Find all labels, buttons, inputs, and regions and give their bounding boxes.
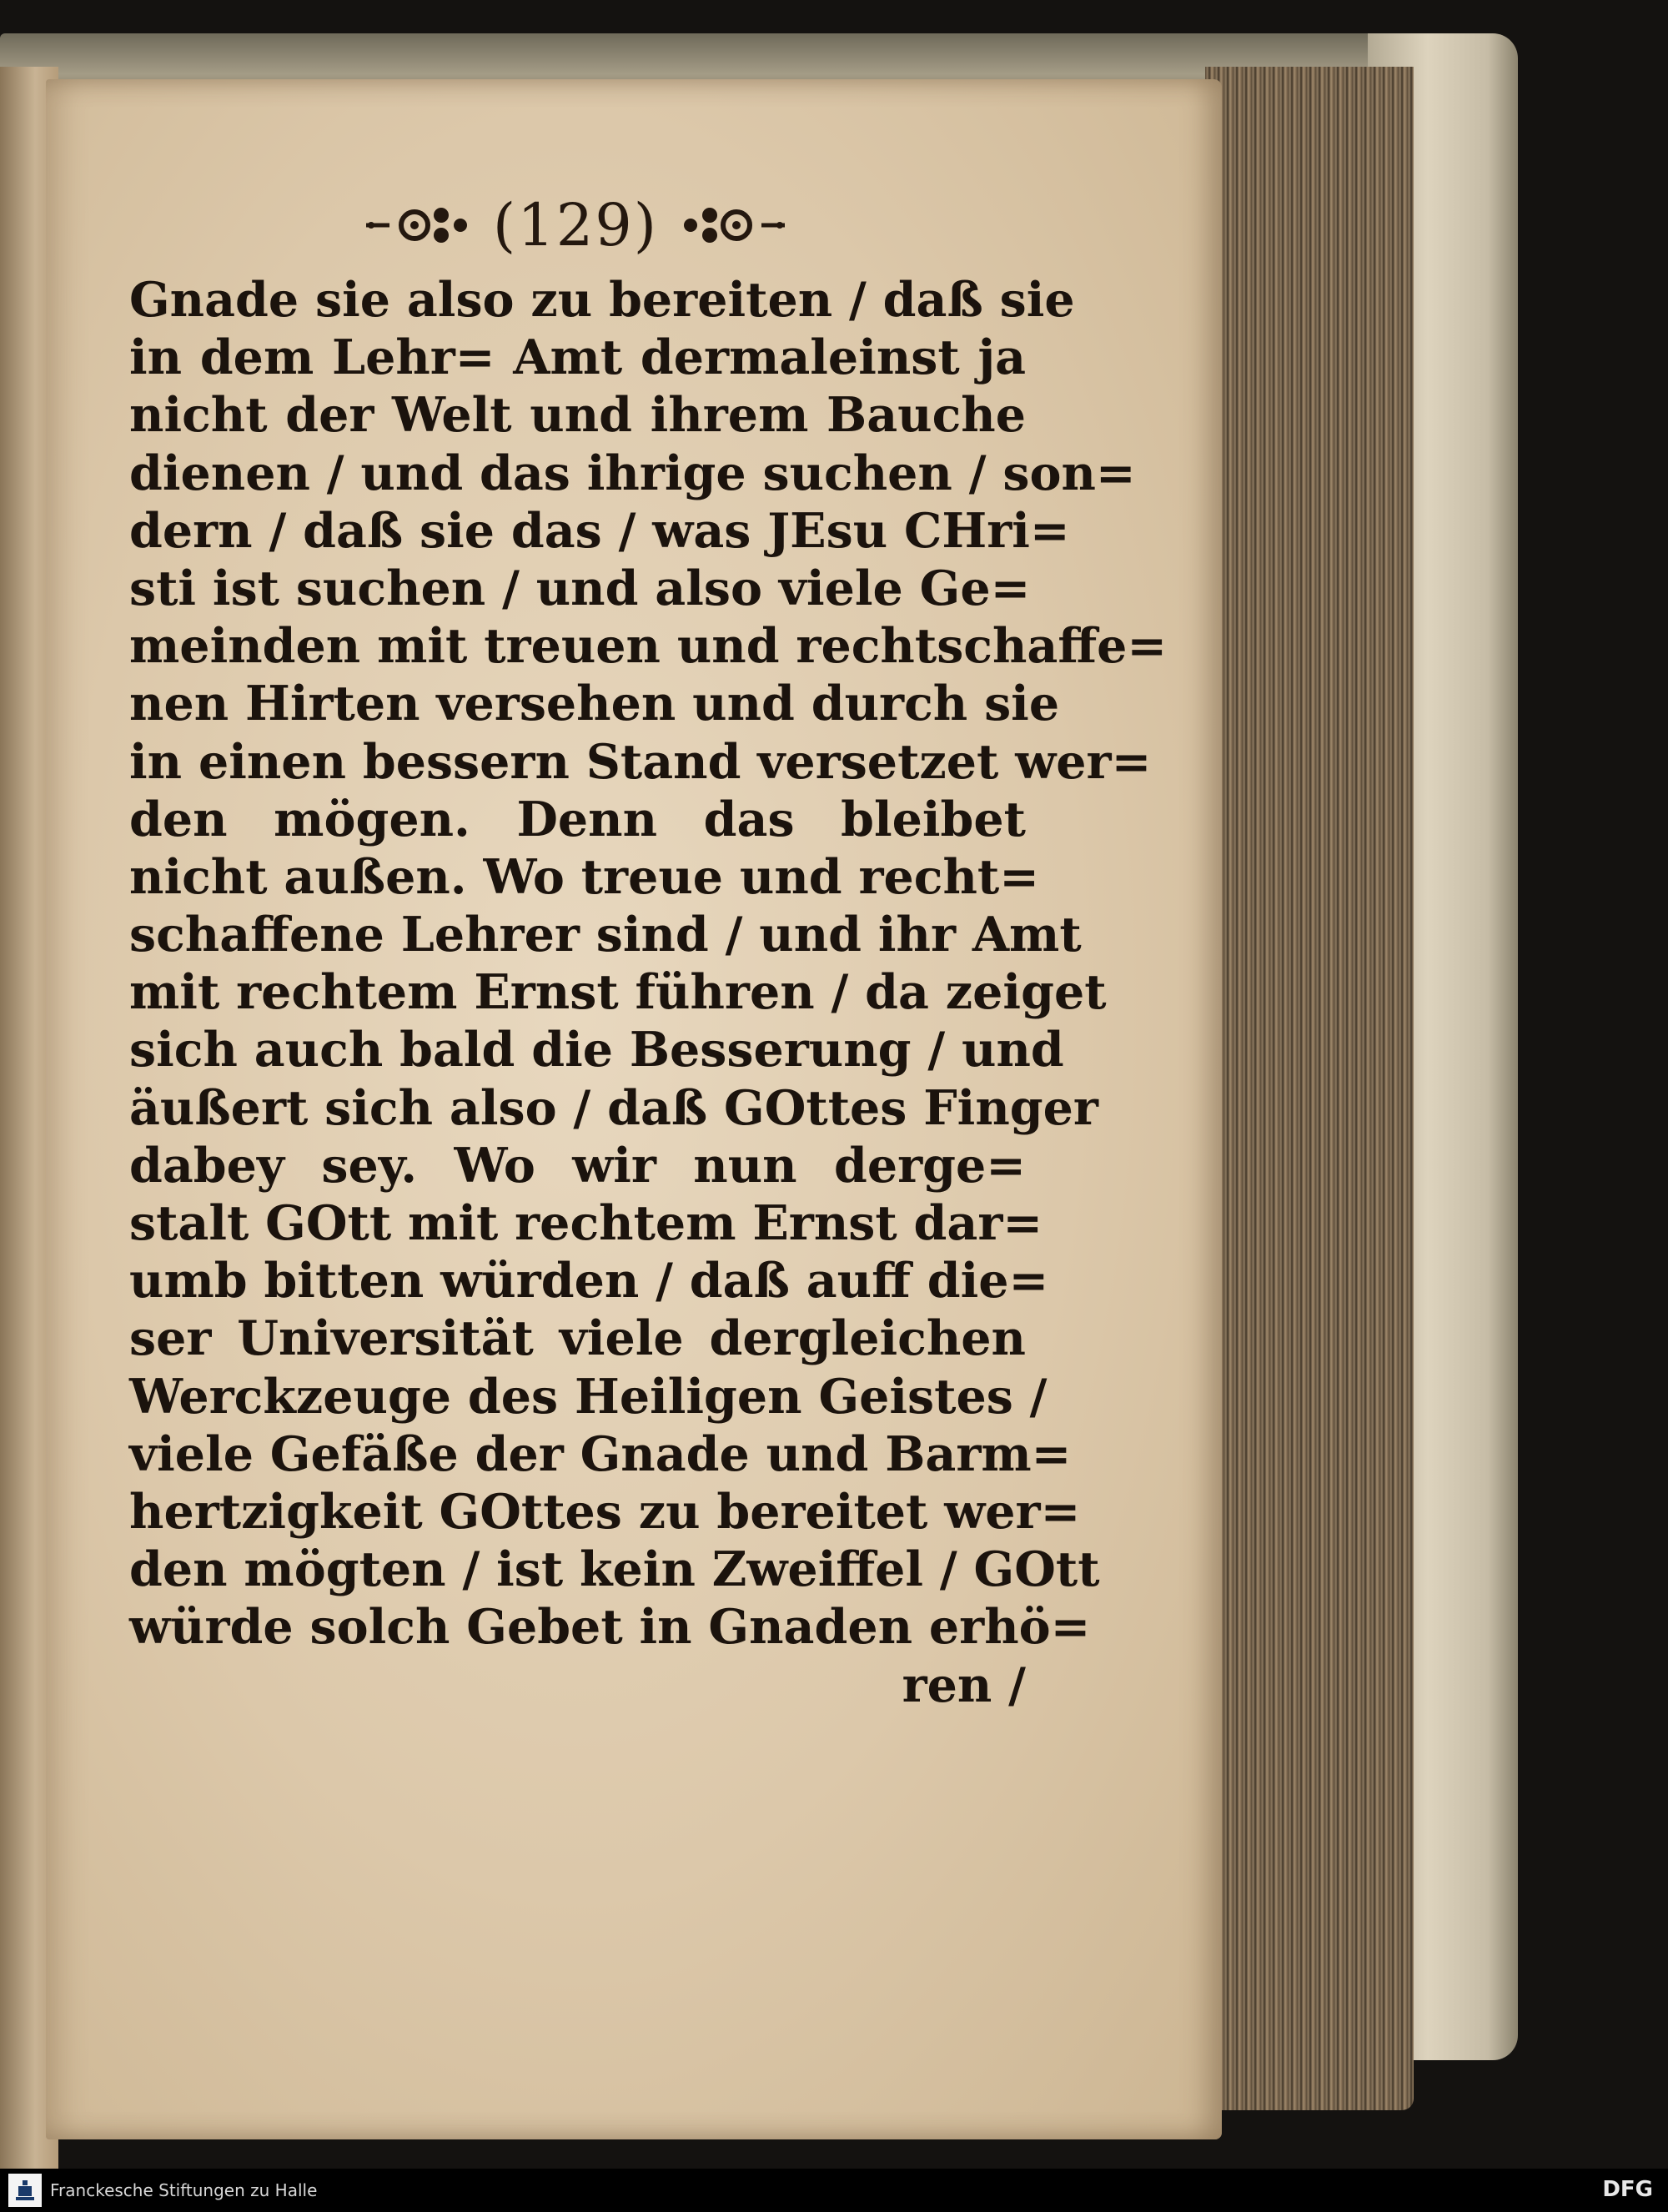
text-line: hertzigkeit GOttes zu bereitet wer= <box>129 1483 1081 1540</box>
left-ornament-icon <box>364 204 473 246</box>
text-line: dienen / und das ihrige suchen / son= <box>129 445 1136 501</box>
foundation-logo-icon <box>8 2174 42 2207</box>
text-line: ser Universität viele dergleichen <box>129 1310 1026 1367</box>
text-line: Gnade sie also zu bereiten / daß sie <box>129 272 1075 328</box>
text-line: in einen bessern Stand versetzet wer= <box>129 733 1152 790</box>
text-line: nen Hirten versehen und durch sie <box>129 676 1060 732</box>
text-line: Werckzeuge des Heiligen Geistes / <box>129 1368 1048 1425</box>
text-line: den mögen. Denn das bleibet <box>129 791 1026 847</box>
page-edges <box>1205 67 1414 2110</box>
page-body-text <box>129 271 1168 1714</box>
text-line: schaffene Lehrer sind / und ihr Amt <box>129 907 1082 963</box>
text-line: dern / daß sie das / was JEsu CHri= <box>129 502 1070 559</box>
footer-dfg-logo: DFG <box>1602 2177 1653 2202</box>
text-line: würde solch Gebet in Gnaden erhö= <box>129 1599 1091 1656</box>
text-line: stalt GOtt mit rechtem Ernst dar= <box>129 1195 1043 1251</box>
text-line: in dem Lehr= Amt dermaleinst ja <box>129 329 1026 386</box>
page-header <box>367 188 784 263</box>
text-line: meinden mit treuen und rechtschaffe= <box>129 618 1168 675</box>
text-line: sti ist suchen / und also viele Ge= <box>129 560 1031 616</box>
footer-institution: Franckesche Stiftungen zu Halle <box>50 2180 318 2200</box>
text-line: nicht außen. Wo treue und recht= <box>129 848 1040 905</box>
text-line: viele Gefäße der Gnade und Barm= <box>129 1425 1072 1482</box>
text-line: umb bitten würden / daß auff die= <box>129 1253 1049 1310</box>
page-number: (129) <box>492 191 659 259</box>
text-line: nicht der Welt und ihrem Bauche <box>129 387 1026 444</box>
right-ornament-icon <box>678 204 786 246</box>
text-line: mit rechtem Ernst führen / da zeiget <box>129 964 1107 1021</box>
text-line: den mögten / ist kein Zweiffel / GOtt <box>129 1541 1100 1598</box>
text-line: ren / <box>902 1656 1026 1713</box>
footer-bar <box>0 2169 1668 2212</box>
text-line: sich auch bald die Besserung / und <box>129 1022 1064 1078</box>
text-line: äußert sich also / daß GOttes Finger <box>129 1079 1098 1136</box>
text-line: dabey sey. Wo wir nun derge= <box>129 1137 1026 1194</box>
